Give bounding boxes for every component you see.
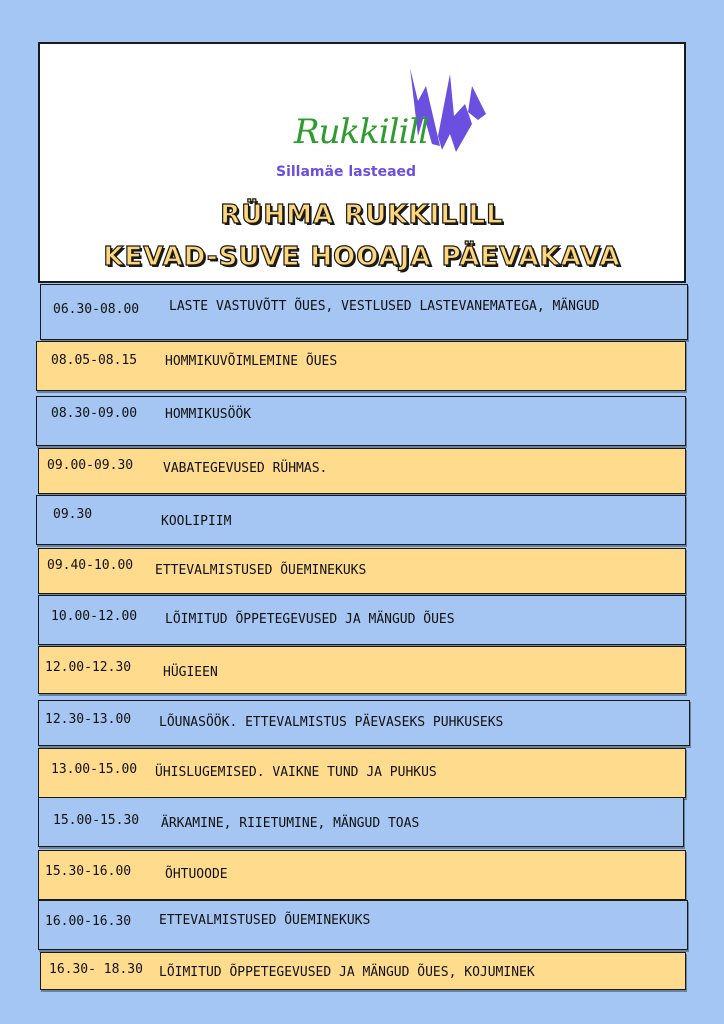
schedule-time: 16.00-16.30 — [45, 914, 132, 929]
schedule-time: 09.30 — [53, 507, 93, 522]
schedule-time: 08.30-09.00 — [51, 406, 138, 421]
schedule-row — [36, 341, 686, 391]
schedule-row — [40, 952, 686, 990]
schedule-time: 16.30- 18.30 — [49, 962, 143, 977]
schedule-row — [38, 900, 688, 950]
schedule-time: 12.30-13.00 — [45, 712, 132, 727]
logo-wordmark: Rukkilill — [294, 112, 429, 152]
schedule-activity: ÕHTUOODE — [165, 867, 228, 882]
schedule-activity: KOOLIPIIM — [161, 514, 232, 529]
schedule-activity: ETTEVALMISTUSED ÕUEMINEKUKS — [159, 913, 371, 928]
logo-subtitle: Sillamäe lasteaed — [276, 164, 417, 180]
schedule-row — [36, 495, 686, 545]
schedule-activity: LÕUNASÖÖK. ETTEVALMISTUS PÄEVASEKS PUHKUSEKS — [159, 715, 504, 730]
schedule-time: 13.00-15.00 — [51, 762, 138, 777]
schedule-row — [38, 700, 690, 746]
schedule-activity: LÕIMITUD ÕPPETEGEVUSED JA MÄNGUD ÕUES — [165, 612, 455, 627]
schedule-row — [38, 595, 686, 645]
schedule-time: 06.30-08.00 — [53, 302, 140, 317]
schedule-time: 15.00-15.30 — [53, 813, 140, 828]
schedule-activity: ÜHISLUGEMISED. VAIKNE TUND JA PUHKUS — [155, 765, 437, 780]
schedule-activity: ÄRKAMINE, RIIETUMINE, MÄNGUD TOAS — [161, 816, 420, 831]
schedule-activity: LÕIMITUD ÕPPETEGEVUSED JA MÄNGUD ÕUES, KOJUMINEK — [159, 965, 535, 980]
schedule-row — [38, 548, 686, 594]
schedule-time: 12.00-12.30 — [45, 660, 132, 675]
schedule-activity: VABATEGEVUSED RÜHMAS. — [163, 461, 328, 476]
schedule-row — [38, 850, 686, 900]
schedule-time: 08.05-08.15 — [51, 353, 138, 368]
schedule-activity: HOMMIKUVÕIMLEMINE ÕUES — [165, 354, 338, 369]
schedule-time: 10.00-12.00 — [51, 609, 138, 624]
schedule-row — [38, 448, 686, 494]
schedule-activity: LASTE VASTUVÕTT ÕUES, VESTLUSED LASTEVANEMATEGA, MÄNGUD — [169, 299, 600, 314]
schedule-time: 09.00-09.30 — [47, 458, 134, 473]
schedule-row — [38, 797, 684, 847]
schedule-row — [36, 396, 686, 446]
title-line-2: KEVAD-SUVE HOOAJA PÄEVAKAVA — [103, 242, 621, 272]
schedule-row — [38, 646, 686, 694]
schedule-activity: ETTEVALMISTUSED ÕUEMINEKUKS — [155, 563, 367, 578]
schedule-row — [40, 284, 688, 340]
title-line-1: RÜHMA RUKKILILL — [220, 200, 504, 230]
schedule-activity: HOMMIKUSÖÖK — [165, 407, 252, 422]
schedule-time: 15.30-16.00 — [45, 864, 132, 879]
schedule-time: 09.40-10.00 — [47, 558, 134, 573]
logo — [276, 56, 490, 186]
schedule-row — [38, 748, 686, 798]
schedule-activity: HÜGIEEN — [163, 665, 218, 680]
